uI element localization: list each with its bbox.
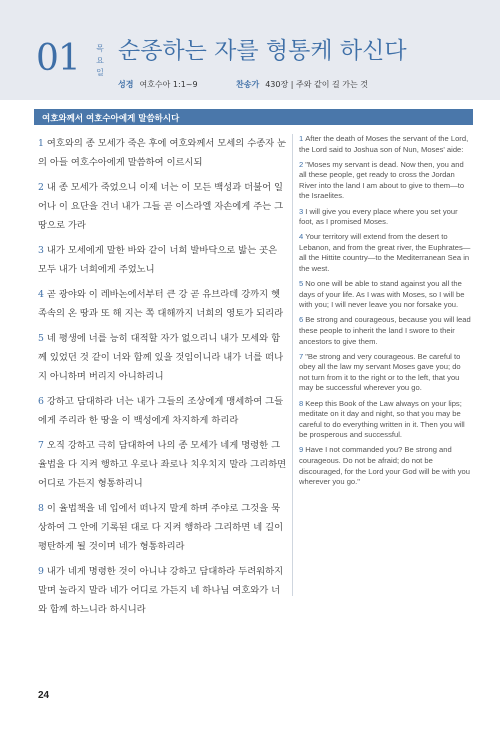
verse — [299, 279, 473, 311]
verse-number: 1 — [38, 138, 44, 149]
verse-number: 2 — [299, 159, 304, 169]
verse — [299, 445, 473, 487]
verse — [38, 392, 288, 430]
verse — [38, 241, 288, 279]
verse — [38, 499, 288, 556]
verse-text: Your territory will extend from the desert to Lebanon, and from the great river, the Euphrates—all the Hittite country—to the Mediterranean Sea in the west. — [299, 232, 471, 274]
verse-number: 9 — [299, 445, 304, 455]
verse-number: 9 — [38, 566, 44, 577]
scripture-label: 성경 — [118, 80, 134, 89]
hymn-ref: 430장 | 주와 같이 길 가는 것 — [265, 80, 368, 89]
verse-text: 내가 모세에게 말한 바와 같이 너희 발바닥으로 밟는 곳은 모두 내가 너희에게 주었노니 — [38, 245, 278, 275]
verse — [299, 352, 473, 394]
verse-number: 8 — [38, 503, 44, 514]
day-number: 01 — [36, 38, 80, 79]
hymn-label: 찬송가 — [236, 80, 260, 89]
verse-text: 곧 광야와 이 레바논에서부터 큰 강 곧 유브라데 강까지 헷 족속의 온 땅과 또 해 지는 쪽 대해까지 너희의 영토가 되리라 — [38, 289, 284, 319]
verse — [299, 134, 473, 155]
verse-number: 5 — [38, 333, 44, 344]
verse — [299, 160, 473, 202]
verse-number: 6 — [299, 315, 304, 325]
verse — [299, 315, 473, 347]
scripture-ref: 여호수아 1:1~9 — [139, 80, 198, 89]
verse-text: 이 율법책을 네 입에서 떠나지 말게 하며 주야로 그것을 묵상하여 그 안에 기록된 대로 다 지켜 행하라 그리하면 네 길이 평탄하게 될 것이며 네가 형통하리라 — [38, 503, 284, 552]
page-number: 24 — [38, 690, 50, 701]
verse-number: 3 — [38, 245, 44, 256]
verse-text: "Moses my servant is dead. Now then, you and all these people, get ready to cross the Jordan River into the land I am about to give to them—to the Israelites. — [299, 159, 465, 201]
section-heading-bar — [34, 109, 473, 125]
verse-number: 7 — [38, 440, 44, 451]
column-divider — [292, 134, 293, 596]
verse-text: Keep this Book of the Law always on your lips; meditate on it day and night, so that you may be careful to do everything written in it. Then you will be prosperous and successful. — [299, 398, 465, 440]
verse-text: 오직 강하고 극히 담대하여 나의 종 모세가 네게 명령한 그 율법을 다 지켜 행하고 우로나 좌로나 치우치지 말라 그리하면 어디로 가든지 형통하리니 — [38, 440, 287, 489]
verse — [38, 134, 288, 172]
verse-number: 3 — [299, 206, 304, 216]
verse — [299, 399, 473, 441]
verse-text: 내 종 모세가 죽었으니 이제 너는 이 모든 백성과 더불어 일어나 이 요단을 건너 내가 그들 곧 이스라엘 자손에게 주는 그 땅으로 가라 — [38, 182, 284, 231]
verse-text: Be strong and courageous, because you will lead these people to inherit the land I swore to their ancestors to give them. — [299, 315, 471, 346]
verse — [38, 329, 288, 386]
page-title: 순종하는 자를 형통케 하신다 — [118, 38, 407, 64]
page-header — [0, 0, 500, 100]
verse — [38, 178, 288, 235]
korean-verse-column — [38, 134, 288, 625]
verse-text: No one will be able to stand against you all the days of your life. As I was with Moses, so I will be with you; I will never leave you nor forsake you. — [299, 279, 465, 310]
verse-number: 1 — [299, 134, 304, 143]
weekday-char: 요 — [96, 56, 104, 65]
verse-text: After the death of Moses the servant of the Lord, the Lord said to Joshua son of Nun, Moses' aide: — [299, 134, 469, 154]
weekday-char: 일 — [96, 68, 104, 77]
verse — [38, 285, 288, 323]
verse — [38, 436, 288, 493]
verse-text: I will give you every place where you set your foot, as I promised Moses. — [299, 206, 458, 227]
verse — [299, 207, 473, 228]
verse-number: 4 — [299, 232, 304, 242]
verse-text: "Be strong and very courageous. Be careful to obey all the law my servant Moses gave you; do not turn from it to the right or to the left, that you may be successful wherever you go. — [299, 351, 461, 393]
verse-text: 내가 네게 명령한 것이 아니냐 강하고 담대하라 두려워하지 말며 놀라지 말라 네가 어디로 가든지 네 하나님 여호와가 너와 함께 하느니라 하시니라 — [38, 566, 284, 615]
verse-text: 여호와의 종 모세가 죽은 후에 여호와께서 모세의 수종자 눈의 아들 여호수아에게 말씀하여 이르시되 — [38, 138, 287, 168]
weekday-label — [94, 43, 106, 79]
english-verse-column — [299, 134, 473, 492]
section-heading: 여호와께서 여호수아에게 말씀하시다 — [42, 114, 180, 124]
verse — [299, 232, 473, 274]
verse-number: 7 — [299, 351, 304, 361]
verse-text: Have I not commanded you? Be strong and courageous. Do not be afraid; do not be discouraged, for the Lord your God will be with you wherever you go." — [299, 445, 470, 487]
verse-number: 2 — [38, 182, 44, 193]
hymn-reference — [236, 81, 368, 89]
weekday-char: 목 — [96, 44, 104, 53]
verse — [38, 562, 288, 619]
verse-number: 8 — [299, 398, 304, 408]
scripture-reference — [118, 81, 198, 89]
verse-text: 강하고 담대하라 너는 내가 그들의 조상에게 맹세하여 그들에게 주리라 한 땅을 이 백성에게 차지하게 하리라 — [38, 396, 284, 426]
verse-number: 5 — [299, 279, 304, 289]
verse-number: 4 — [38, 289, 44, 300]
verse-text: 네 평생에 너를 능히 대적할 자가 없으리니 내가 모세와 함께 있었던 것 같이 너와 함께 있을 것임이니라 내가 너를 떠나지 아니하며 버리지 아니하리니 — [38, 333, 284, 382]
verse-number: 6 — [38, 396, 44, 407]
